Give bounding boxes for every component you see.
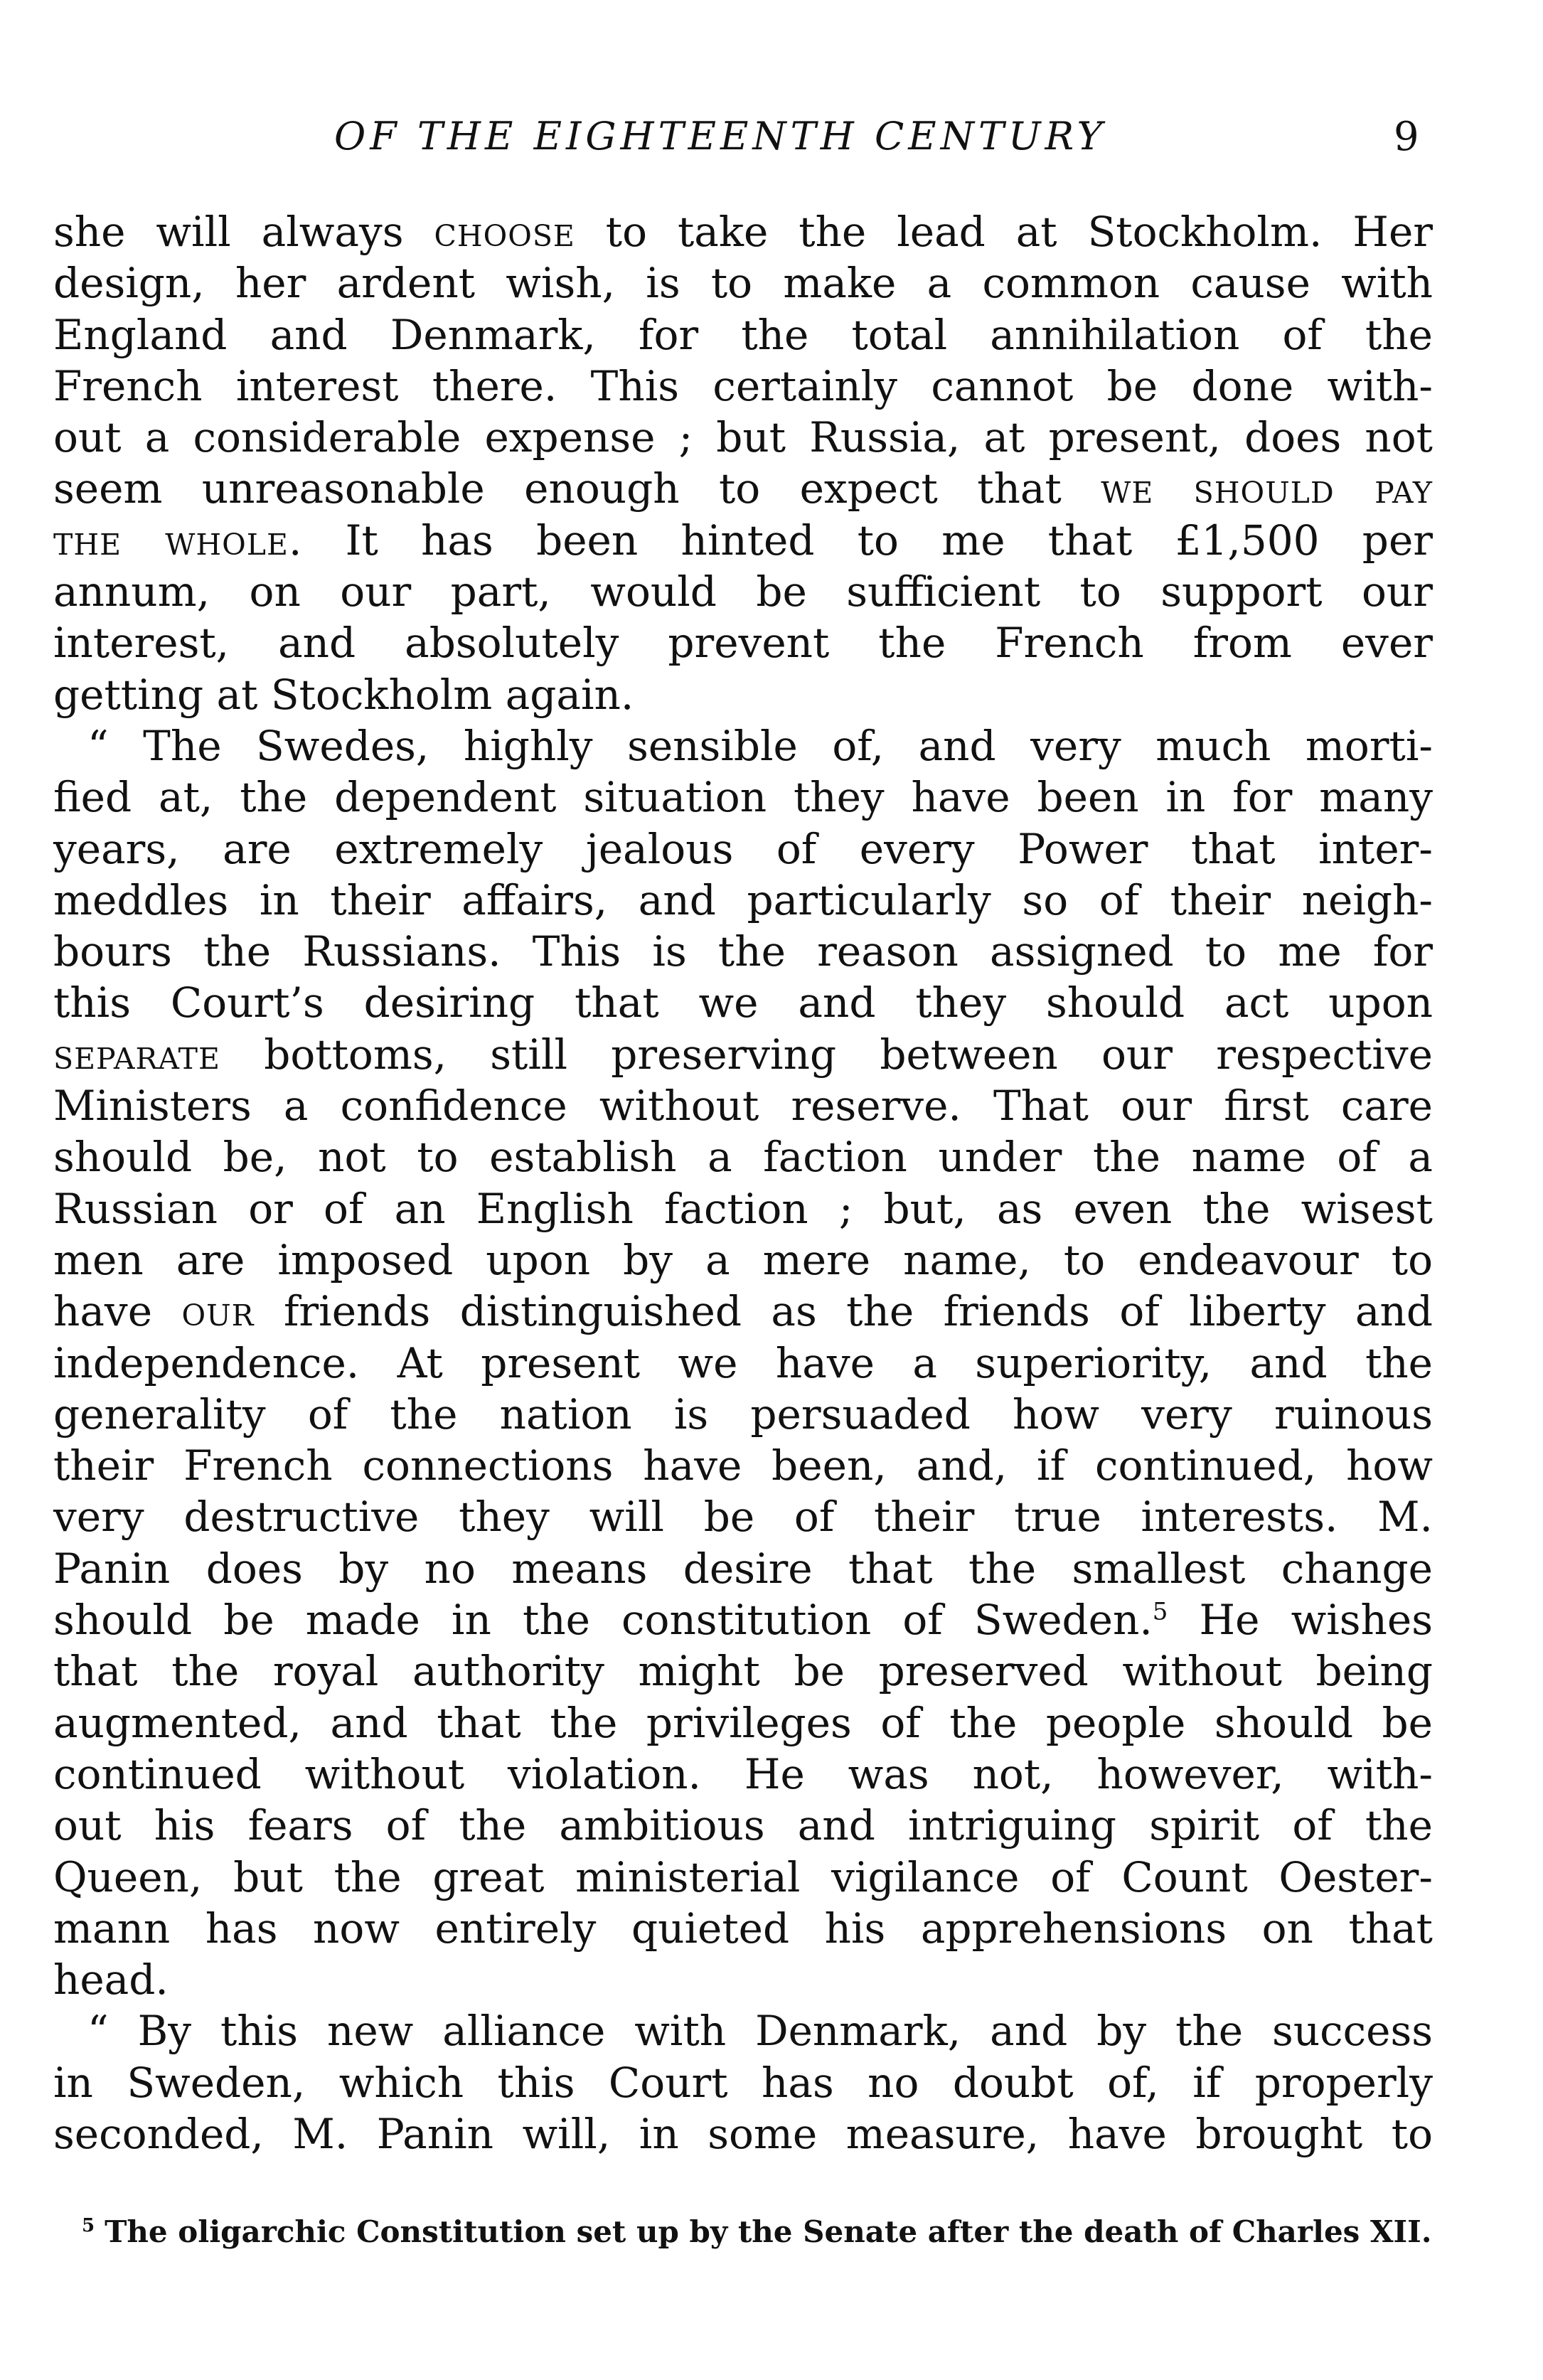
running-header (0, 114, 1543, 171)
text-run: fied at, the dependent situation they have been in for many (53, 773, 1433, 822)
text-line (53, 1749, 1433, 1800)
text-run: independence. At present we have a superiority, and the (53, 1338, 1433, 1387)
text-line (53, 772, 1433, 823)
footnote-marker: 5 (82, 2215, 95, 2236)
text-run: bours the Russians. This is the reason assigned to me for (53, 927, 1433, 976)
text-line (53, 823, 1433, 875)
text-line (53, 1800, 1433, 1851)
text-run: Panin does by no means desire that the smallest change (53, 1544, 1433, 1593)
text-run: getting at Stockholm again. (53, 670, 634, 719)
text-run: augmented, and that the privileges of the people should be (53, 1698, 1433, 1747)
text-line (53, 926, 1433, 977)
text-line (53, 1183, 1433, 1234)
text-line (53, 1543, 1433, 1594)
text-run: annum, on our part, would be sufficient to support our (53, 567, 1433, 617)
small-caps-emphasis: the whole. (53, 516, 303, 565)
text-run: men are imposed upon by a mere name, to endeavour to (53, 1235, 1433, 1284)
text-line (53, 309, 1433, 361)
text-run: seconded, M. Panin will, in some measure, have brought to (53, 2109, 1433, 2158)
text-run: Ministers a confidence without reserve. That our first care (53, 1082, 1433, 1131)
text-run: bottoms, still preserving between our respective (220, 1030, 1433, 1079)
text-run: It has been hinted to me that £1,500 per (302, 516, 1433, 565)
text-run: should be made in the constitution of Sweden. (53, 1596, 1153, 1645)
footnote (82, 2204, 1433, 2253)
small-caps-emphasis: we should pay (1101, 464, 1433, 513)
text-line (53, 1903, 1433, 1954)
text-run: England and Denmark, for the total annihilation of the (53, 310, 1433, 359)
text-run: friends distinguished as the friends of liberty and (254, 1287, 1433, 1336)
text-run: years, are extremely jealous of every Power that inter- (53, 824, 1433, 873)
text-run: He wishes (1168, 1596, 1433, 1645)
text-line (53, 206, 1433, 257)
text-line (53, 1852, 1433, 1903)
text-run: out his fears of the ambitious and intriguing spirit of the (53, 1801, 1433, 1850)
text-run: interest, and absolutely prevent the French from ever (53, 619, 1433, 668)
text-line (53, 2005, 1433, 2056)
text-run: mann has now entirely quieted his apprehensions on that (53, 1904, 1433, 1953)
text-run: design, her ardent wish, is to make a common cause with (53, 259, 1433, 308)
footnote-text: The oligarchic Constitution set up by the Senate after the death of Charles XII. (105, 2214, 1432, 2249)
body-text (53, 206, 1433, 2160)
text-run: Russian or of an English faction ; but, as even the wisest (53, 1184, 1433, 1233)
text-run: out a considerable expense ; but Russia, at present, does not (53, 413, 1433, 462)
text-line (53, 1080, 1433, 1131)
text-line (53, 1286, 1433, 1337)
text-line (53, 1954, 1433, 2005)
running-title: OF THE EIGHTEENTH CENTURY (334, 114, 1107, 159)
text-line (53, 1389, 1433, 1440)
text-line (53, 412, 1433, 463)
text-run: this Court’s desiring that we and they should act upon (53, 978, 1433, 1028)
text-line (53, 257, 1433, 309)
small-caps-emphasis: separate (53, 1030, 220, 1079)
text-line (53, 361, 1433, 412)
text-run: in Sweden, which this Court has no doubt of, if properly (53, 2058, 1433, 2107)
text-line (53, 1645, 1433, 1697)
text-line (53, 720, 1433, 772)
text-run: generality of the nation is persuaded how very ruinous (53, 1389, 1433, 1439)
text-line (53, 463, 1433, 514)
text-line (53, 875, 1433, 926)
text-line (53, 669, 1433, 720)
text-line (53, 1234, 1433, 1286)
small-caps-emphasis: our (181, 1287, 255, 1336)
text-line (53, 1131, 1433, 1183)
text-run: very destructive they will be of their true interests. M. (53, 1493, 1433, 1542)
text-line (53, 1697, 1433, 1749)
text-run: Queen, but the great ministerial vigilance of Count Oester- (53, 1852, 1433, 1901)
text-run: their French connections have been, and, if continued, how (53, 1441, 1433, 1490)
text-run: meddles in their affairs, and particularly so of their neigh- (53, 875, 1433, 924)
text-line (53, 1491, 1433, 1542)
text-line (53, 1440, 1433, 1491)
text-run: French interest there. This certainly cannot be done with- (53, 361, 1433, 410)
text-line (53, 1594, 1433, 1645)
text-run: “ The Swedes, highly sensible of, and very much morti- (87, 721, 1433, 770)
page-number: 9 (1394, 114, 1419, 160)
text-line (53, 2057, 1433, 2108)
footnote-reference: 5 (1152, 1597, 1168, 1626)
text-run: seem unreasonable enough to expect that (53, 464, 1101, 513)
text-run: she will always (53, 208, 434, 256)
small-caps-emphasis: choose (434, 208, 575, 256)
text-run: head. (53, 1955, 169, 2005)
text-run: that the royal authority might be preserved without being (53, 1647, 1433, 1696)
text-line (53, 1338, 1433, 1389)
text-run: “ By this new alliance with Denmark, and by the success (87, 2007, 1433, 2056)
text-line (53, 2108, 1433, 2160)
text-line (53, 977, 1433, 1028)
text-line (53, 515, 1433, 566)
text-run: have (53, 1287, 182, 1336)
text-line (53, 566, 1433, 617)
text-line (53, 1029, 1433, 1080)
text-run: continued without violation. He was not, however, with- (53, 1749, 1433, 1798)
text-run: should be, not to establish a faction under the name of a (53, 1133, 1433, 1182)
text-run: to take the lead at Stockholm. Her (575, 208, 1433, 256)
text-line (53, 617, 1433, 668)
